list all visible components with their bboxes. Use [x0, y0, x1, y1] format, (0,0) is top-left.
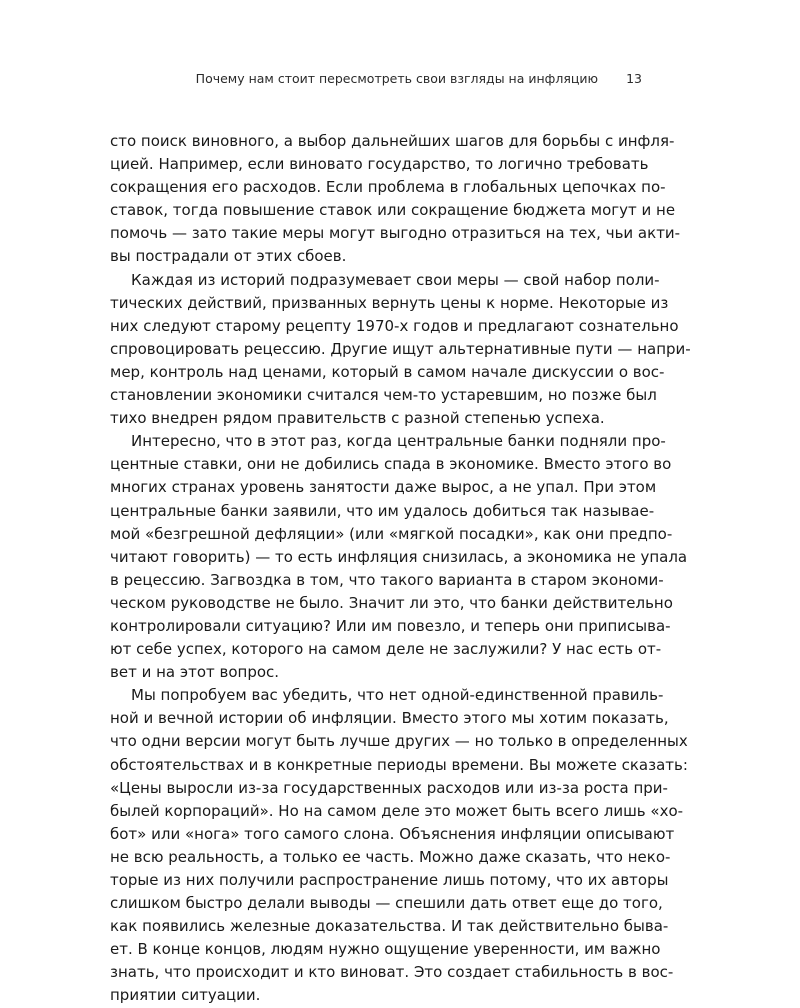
text-line: становлении экономики считался чем-то устаревшим, но позже был: [110, 386, 657, 405]
text-line: контролировали ситуацию? Или им повезло, и теперь они приписыва-: [110, 616, 671, 635]
text-line: тихо внедрен рядом правительств с разной степенью успеха.: [110, 409, 605, 428]
text-line: приятии ситуации.: [110, 986, 261, 1005]
paragraph-3: [110, 430, 688, 684]
paragraph-1: [110, 130, 681, 269]
text-line: ной и вечной истории об инфляции. Вместо этого мы хотим показать,: [110, 709, 669, 728]
text-line: центральные банки заявили, что им удалось добиться так называе-: [110, 501, 655, 520]
text-line: Каждая из историй подразумевает свои меры — свой набор поли-: [131, 270, 660, 289]
page-number: 13: [626, 71, 642, 86]
text-line: Интересно, что в этот раз, когда центральные банки подняли про-: [131, 432, 666, 451]
text-line: мер, контроль над ценами, который в самом начале дискуссии о вос-: [110, 362, 665, 381]
text-line: ставок, тогда повышение ставок или сокращение бюджета могут и не: [110, 201, 676, 220]
text-line: ет. В конце концов, людям нужно ощущение уверенности, им важно: [110, 940, 661, 959]
text-line: мой «безгрешной дефляции» (или «мягкой посадки», как они предпо-: [110, 524, 673, 543]
text-line: слишком быстро делали выводы — спешили дать ответ еще до того,: [110, 894, 663, 913]
text-line: тических действий, призванных вернуть цены к норме. Некоторые из: [110, 293, 669, 312]
text-line: как появились железные доказательства. И так действительно быва-: [110, 917, 669, 936]
text-line: вет и на этот вопрос.: [110, 663, 280, 682]
text-line: сокращения его расходов. Если проблема в глобальных цепочках по-: [110, 178, 666, 197]
text-line: бот» или «нога» того самого слона. Объяснения инфляции описывают: [110, 824, 675, 843]
text-line: вы пострадали от этих сбоев.: [110, 247, 347, 266]
text-line: читают говорить) — то есть инфляция снизилась, а экономика не упала: [110, 547, 688, 566]
text-line: что одни версии могут быть лучше других — но только в определенных: [110, 732, 688, 751]
paragraph-4: [110, 684, 688, 1007]
text-line: Мы попробуем вас убедить, что нет одной-единственной правиль-: [131, 686, 664, 705]
text-line: цией. Например, если виновато государство, то логично требовать: [110, 155, 649, 174]
body-text: [110, 130, 691, 1008]
text-line: центные ставки, они не добились спада в экономике. Вместо этого во: [110, 455, 672, 474]
text-line: ют себе успех, которого на самом деле не заслужили? У нас есть от-: [110, 640, 662, 659]
text-line: них следуют старому рецепту 1970-х годов и предлагают сознательно: [110, 316, 679, 335]
text-line: сто поиск виновного, а выбор дальнейших шагов для борьбы с инфля-: [110, 132, 675, 150]
text-line: спровоцировать рецессию. Другие ищут альтернативные пути — напри-: [110, 339, 691, 358]
text-line: в рецессию. Загвоздка в том, что такого варианта в старом экономи-: [110, 570, 664, 589]
text-line: обстоятельствах и в конкретные периоды времени. Вы можете сказать:: [110, 755, 688, 774]
text-line: не всю реальность, а только ее часть. Можно даже сказать, что неко-: [110, 847, 671, 866]
text-line: «Цены выросли из-за государственных расходов или из-за роста при-: [110, 778, 668, 797]
text-line: знать, что происходит и кто виноват. Это создает стабильность в вос-: [110, 963, 674, 982]
text-line: помочь — зато такие меры могут выгодно отразиться на тех, чьи акти-: [110, 224, 681, 243]
text-line: торые из них получили распространение лишь потому, что их авторы: [110, 871, 669, 889]
text-line: многих странах уровень занятости даже вырос, а не упал. При этом: [110, 478, 657, 497]
text-line: былей корпораций». Но на самом деле это может быть всего лишь «хо-: [110, 801, 684, 820]
running-head-title: Почему нам стоит пересмотреть свои взгляды на инфляцию: [195, 71, 598, 86]
paragraph-2: [110, 269, 691, 431]
text-line: ческом руководстве не было. Значит ли это, что банки действительно: [110, 593, 673, 612]
